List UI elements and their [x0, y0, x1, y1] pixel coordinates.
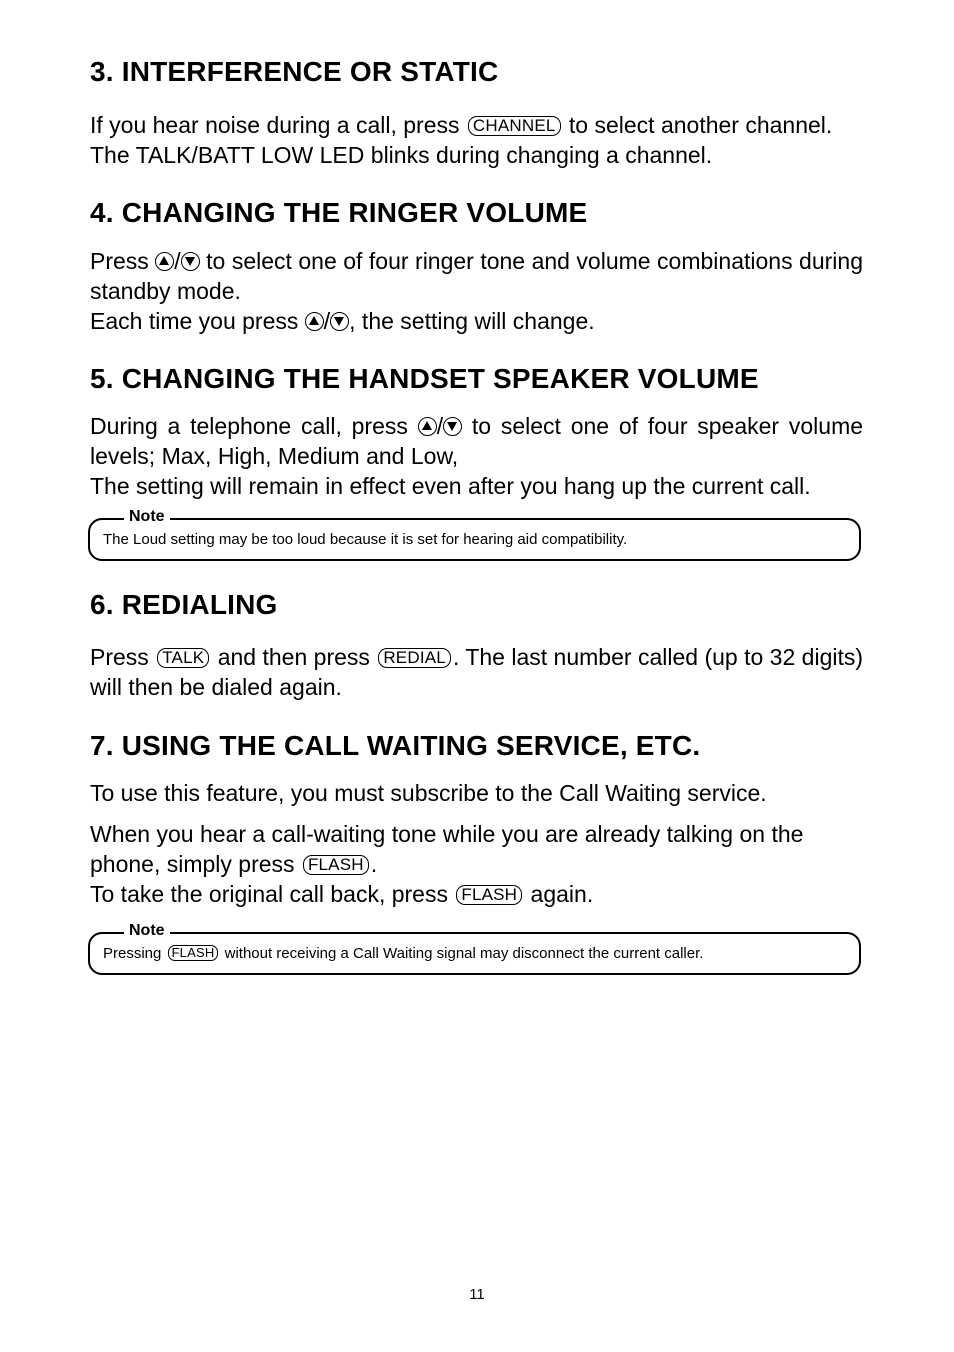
interference-paragraph: If you hear noise during a call, press CHANNEL to select another channel. The TALK/BATT LOW LED blinks during changing a channel. — [90, 112, 833, 168]
down-arrow-key-icon — [330, 312, 349, 331]
heading-redialing: 6. REDIALING — [90, 589, 278, 620]
note-text: Pressing FLASH without receiving a Call Waiting signal may disconnect the current caller. — [103, 945, 704, 962]
ringer-volume-paragraph: Press / to select one of four ringer tone and volume combinations during standby mode. — [90, 248, 863, 304]
heading-changing-ringer-volume: 4. CHANGING THE RINGER VOLUME — [90, 197, 588, 228]
note-text: The Loud setting may be too loud because it is set for hearing aid compatibility. — [103, 531, 628, 548]
call-waiting-paragraph-1: To use this feature, you must subscribe to the Call Waiting service. — [90, 780, 767, 806]
channel-key: CHANNEL — [468, 116, 561, 136]
note-label: Note — [124, 922, 170, 940]
flash-key: FLASH — [303, 855, 369, 875]
up-arrow-key-icon — [155, 252, 174, 271]
flash-key: FLASH — [456, 885, 522, 905]
up-arrow-key-icon — [418, 417, 437, 436]
redialing-paragraph: Press TALK and then press REDIAL . The last number called (up to 32 digits) will then be dialed again. — [90, 644, 864, 700]
note-box-loud-setting — [88, 508, 861, 561]
ringer-volume-paragraph-2: Each time you press / , the setting will change. — [90, 308, 595, 334]
redial-key: REDIAL — [378, 648, 451, 668]
call-waiting-paragraph-2: When you hear a call-waiting tone while you are already talking on the phone, simply press FLASH . To take the original call back, press FLASH again. — [90, 821, 804, 907]
up-arrow-key-icon — [305, 312, 324, 331]
heading-handset-speaker-volume: 5. CHANGING THE HANDSET SPEAKER VOLUME — [90, 363, 759, 394]
note-label: Note — [124, 508, 170, 526]
page-number: 11 — [469, 1286, 485, 1303]
speaker-volume-paragraph: During a telephone call, press / to select one of four speaker volume levels; Max, High, Medium and Low, The setting will remain in effect even after you hang up the current call. — [90, 413, 864, 499]
talk-key: TALK — [157, 648, 209, 668]
note-box-flash-warning — [88, 922, 861, 975]
flash-key: FLASH — [168, 945, 219, 961]
heading-interference-or-static: 3. INTERFERENCE OR STATIC — [90, 56, 499, 87]
down-arrow-key-icon — [181, 252, 200, 271]
down-arrow-key-icon — [443, 417, 462, 436]
heading-call-waiting-service: 7. USING THE CALL WAITING SERVICE, ETC. — [90, 730, 701, 761]
